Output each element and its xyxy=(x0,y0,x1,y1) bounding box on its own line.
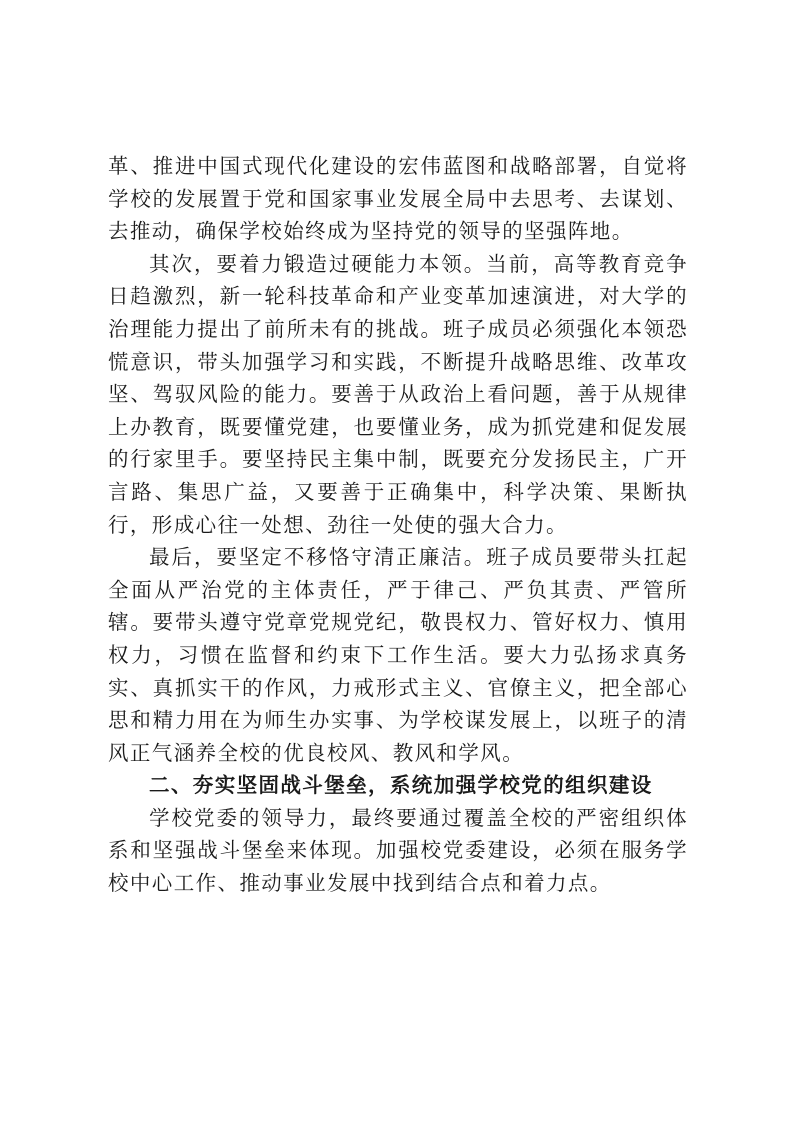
paragraph-organization: 学校党委的领导力，最终要通过覆盖全校的严密组织体系和坚强战斗堡垒来体现。加强校党委建设，必须在服务学校中心工作、推动事业发展中找到结合点和着力点。 xyxy=(108,805,688,896)
paragraph-continuation: 革、推进中国式现代化建设的宏伟蓝图和战略部署，自觉将学校的发展置于党和国家事业发展全局中去思考、去谋划、去推动，确保学校始终成为坚持党的领导的坚强阵地。 xyxy=(108,154,688,244)
section-heading: 二、夯实坚固战斗堡垒，系统加强学校党的组织建设 xyxy=(149,773,653,798)
paragraph-integrity: 最后，要坚定不移恪守清正廉洁。班子成员要带头扛起全面从严治党的主体责任，严于律己、严负其责、严管所辖。要带头遵守党章党规党纪，敬畏权力、管好权力、慎用权力，习惯在监督和约束下工作生活。要大力弘扬求真务实、真抓实干的作风，力戒形式主义、官僚主义，把全部心思和精力用在为师生办实事、为学校谋发展上，以班子的清风正气涵养全校的优良校风、教风和学风。 xyxy=(108,545,688,765)
document-page xyxy=(108,150,688,900)
paragraph-capability: 其次，要着力锻造过硬能力本领。当前，高等教育竞争日趋激烈，新一轮科技革命和产业变革加速演进，对大学的治理能力提出了前所未有的挑战。班子成员必须强化本领恐慌意识，带头加强学习和实践，不断提升战略思维、改革攻坚、驾驭风险的能力。要善于从政治上看问题，善于从规律上办教育，既要懂党建，也要懂业务，成为抓党建和促发展的行家里手。要坚持民主集中制，既要充分发扬民主，广开言路、集思广益，又要善于正确集中，科学决策、果断执行，形成心往一处想、劲往一处使的强大合力。 xyxy=(108,251,688,537)
